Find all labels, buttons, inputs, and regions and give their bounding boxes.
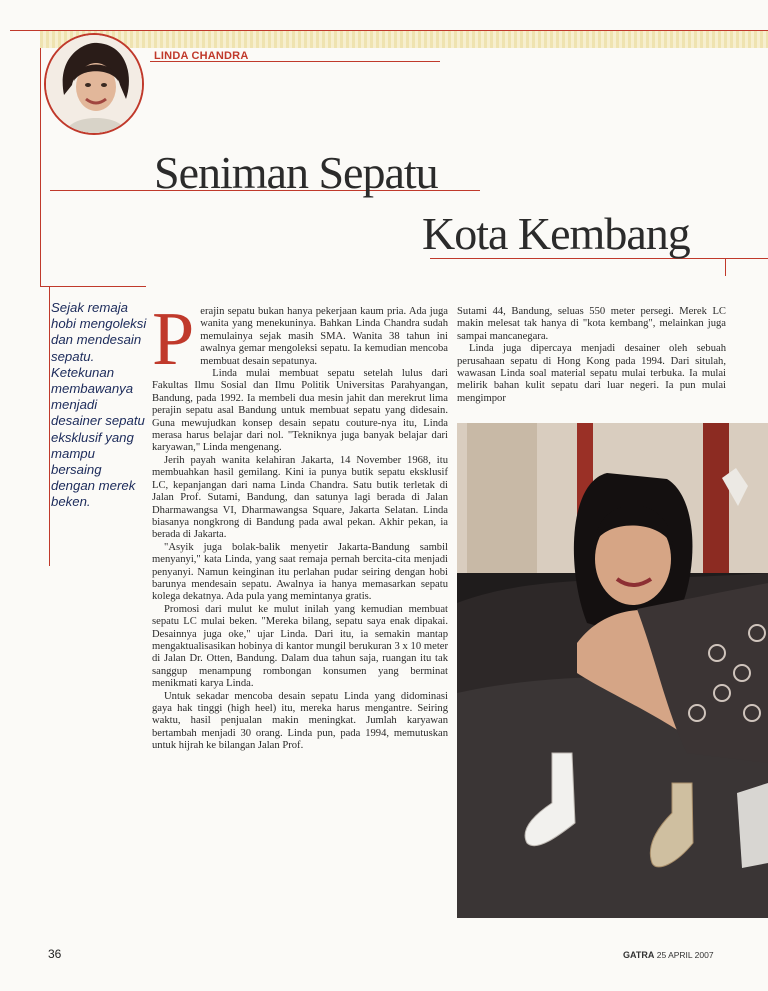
paragraph: Linda juga dipercaya menjadi desainer oleh sebuah perusahaan sepatu di Hong Kong pada 1994. Dari situlah, wawasan Linda soal material sepatu mulai terbuka. Ia mulai melirik bahan kulit sepatu dari luar negeri. Ia pun mulai mengimpor [457, 343, 726, 404]
rule-top [10, 30, 768, 31]
article-column-1 [152, 297, 448, 753]
headline-line1: Seniman Sepatu [154, 147, 438, 198]
paragraph: Promosi dari mulut ke mulut inilah yang kemudian membuat sepatu LC mulai beken. "Mereka bilang, sepatu saya enak dipakai. Desainnya juga oke," ujar Linda. Dari itu, ia semakin mantap mengaktualisasikan hobinya di kantor mungil berukuran 3 x 10 meter di Jalan Dr. Otten, Bandung. Dalam dua tahun saja, ruangan itu tak sanggup menampung rombongan konsumen yang berminat menikmati karya Linda. [152, 603, 448, 690]
header-decorative-band [40, 30, 768, 48]
paragraph: Jerih payah wanita kelahiran Jakarta, 14 November 1968, itu membuahkan hasil gemilang. Kini ia punya butik sepatu eksklusif LC, kepanjangan dari nama Linda Chandra. Satu butik terletak di Jalan Prof. Sutami, Bandung, dan satunya lagi berada di Jalan Dharmawangsa VI, Dharmawangsa Square, Jakarta Selatan. Linda biasanya nongkrong di Bandung pada awal pekan. Akhir pekan, ia berada di Jakarta. [152, 454, 448, 541]
headline-line2: Kota Kembang [422, 208, 690, 259]
issue-date: 25 APRIL 2007 [656, 950, 714, 960]
author-byline: LINDA CHANDRA [154, 50, 249, 62]
rule-left-bottom [40, 286, 146, 287]
paragraph: Sutami 44, Bandung, seluas 550 meter persegi. Merek LC makin melesat tak hanya di "kota kembang", melainkan juga sampai mancanegara. [457, 306, 726, 342]
publication-name: GATRA [623, 950, 655, 960]
paragraph: "Asyik juga bolak-balik menyetir Jakarta-Bandung sambil menyanyi," kata Linda, yang saat remaja pernah bercita-cita menjadi penyanyi. Namun keinginan itu perlahan pudar seiring dengan hobi barunya mendesain sepatu. Awalnya ia hanya memasarkan sepatu kolega dekatnya. Ada pula yang memintanya gratis. [152, 541, 448, 603]
author-avatar [44, 33, 144, 135]
paragraph: Linda mulai membuat sepatu setelah lulus dari Fakultas Ilmu Sosial dan Ilmu Politik Universitas Parahyangan, Bandung, pada 1992. Ia membeli dua mesin jahit dan merekrut lima perajin sepatu asal Bandung untuk membuat sepatu yang didesain. Guna mewujudkan konsep desain sepatu couture-nya itu, Linda merasa harus belajar dari nol. "Tekniknya juga banyak belajar dari karyawan," Linda mengenang. [152, 368, 448, 454]
rule-pullquote [49, 286, 50, 566]
drop-cap: P [152, 297, 195, 381]
paragraph: Perajin sepatu bukan hanya pekerjaan kaum pria. Ada juga wanita yang menekuninya. Bahkan Linda Chandra sudah memulainya sejak masih SMA. Wanita 38 tahun ini awalnya gemar mengoleksi sepatu. Ia kemudian mencoba membuat desain sepatunya. [152, 297, 448, 381]
article-column-2 [457, 306, 726, 405]
pull-quote: Sejak remaja hobi mengoleksi dan mendesain sepatu. Ketekunan membawanya menjadi desainer sepatu eksklusif yang mampu bersaing dengan merek beken. [51, 300, 147, 510]
publication-footer [623, 950, 714, 960]
rule-left [40, 48, 41, 286]
feature-photo [457, 423, 768, 918]
paragraph: Untuk sekadar mencoba desain sepatu Linda yang didominasi gaya hak tinggi (high heel) itu, mereka harus mengantre. Seiring waktu, hasil penjualan makin meningkat. Jumlah karyawan bertambah menjadi 30 orang. Linda pun, pada 1994, memutuskan untuk hijrah ke bilangan Jalan Prof. [152, 690, 448, 752]
rule-right [725, 258, 726, 276]
page-number: 36 [48, 947, 62, 961]
